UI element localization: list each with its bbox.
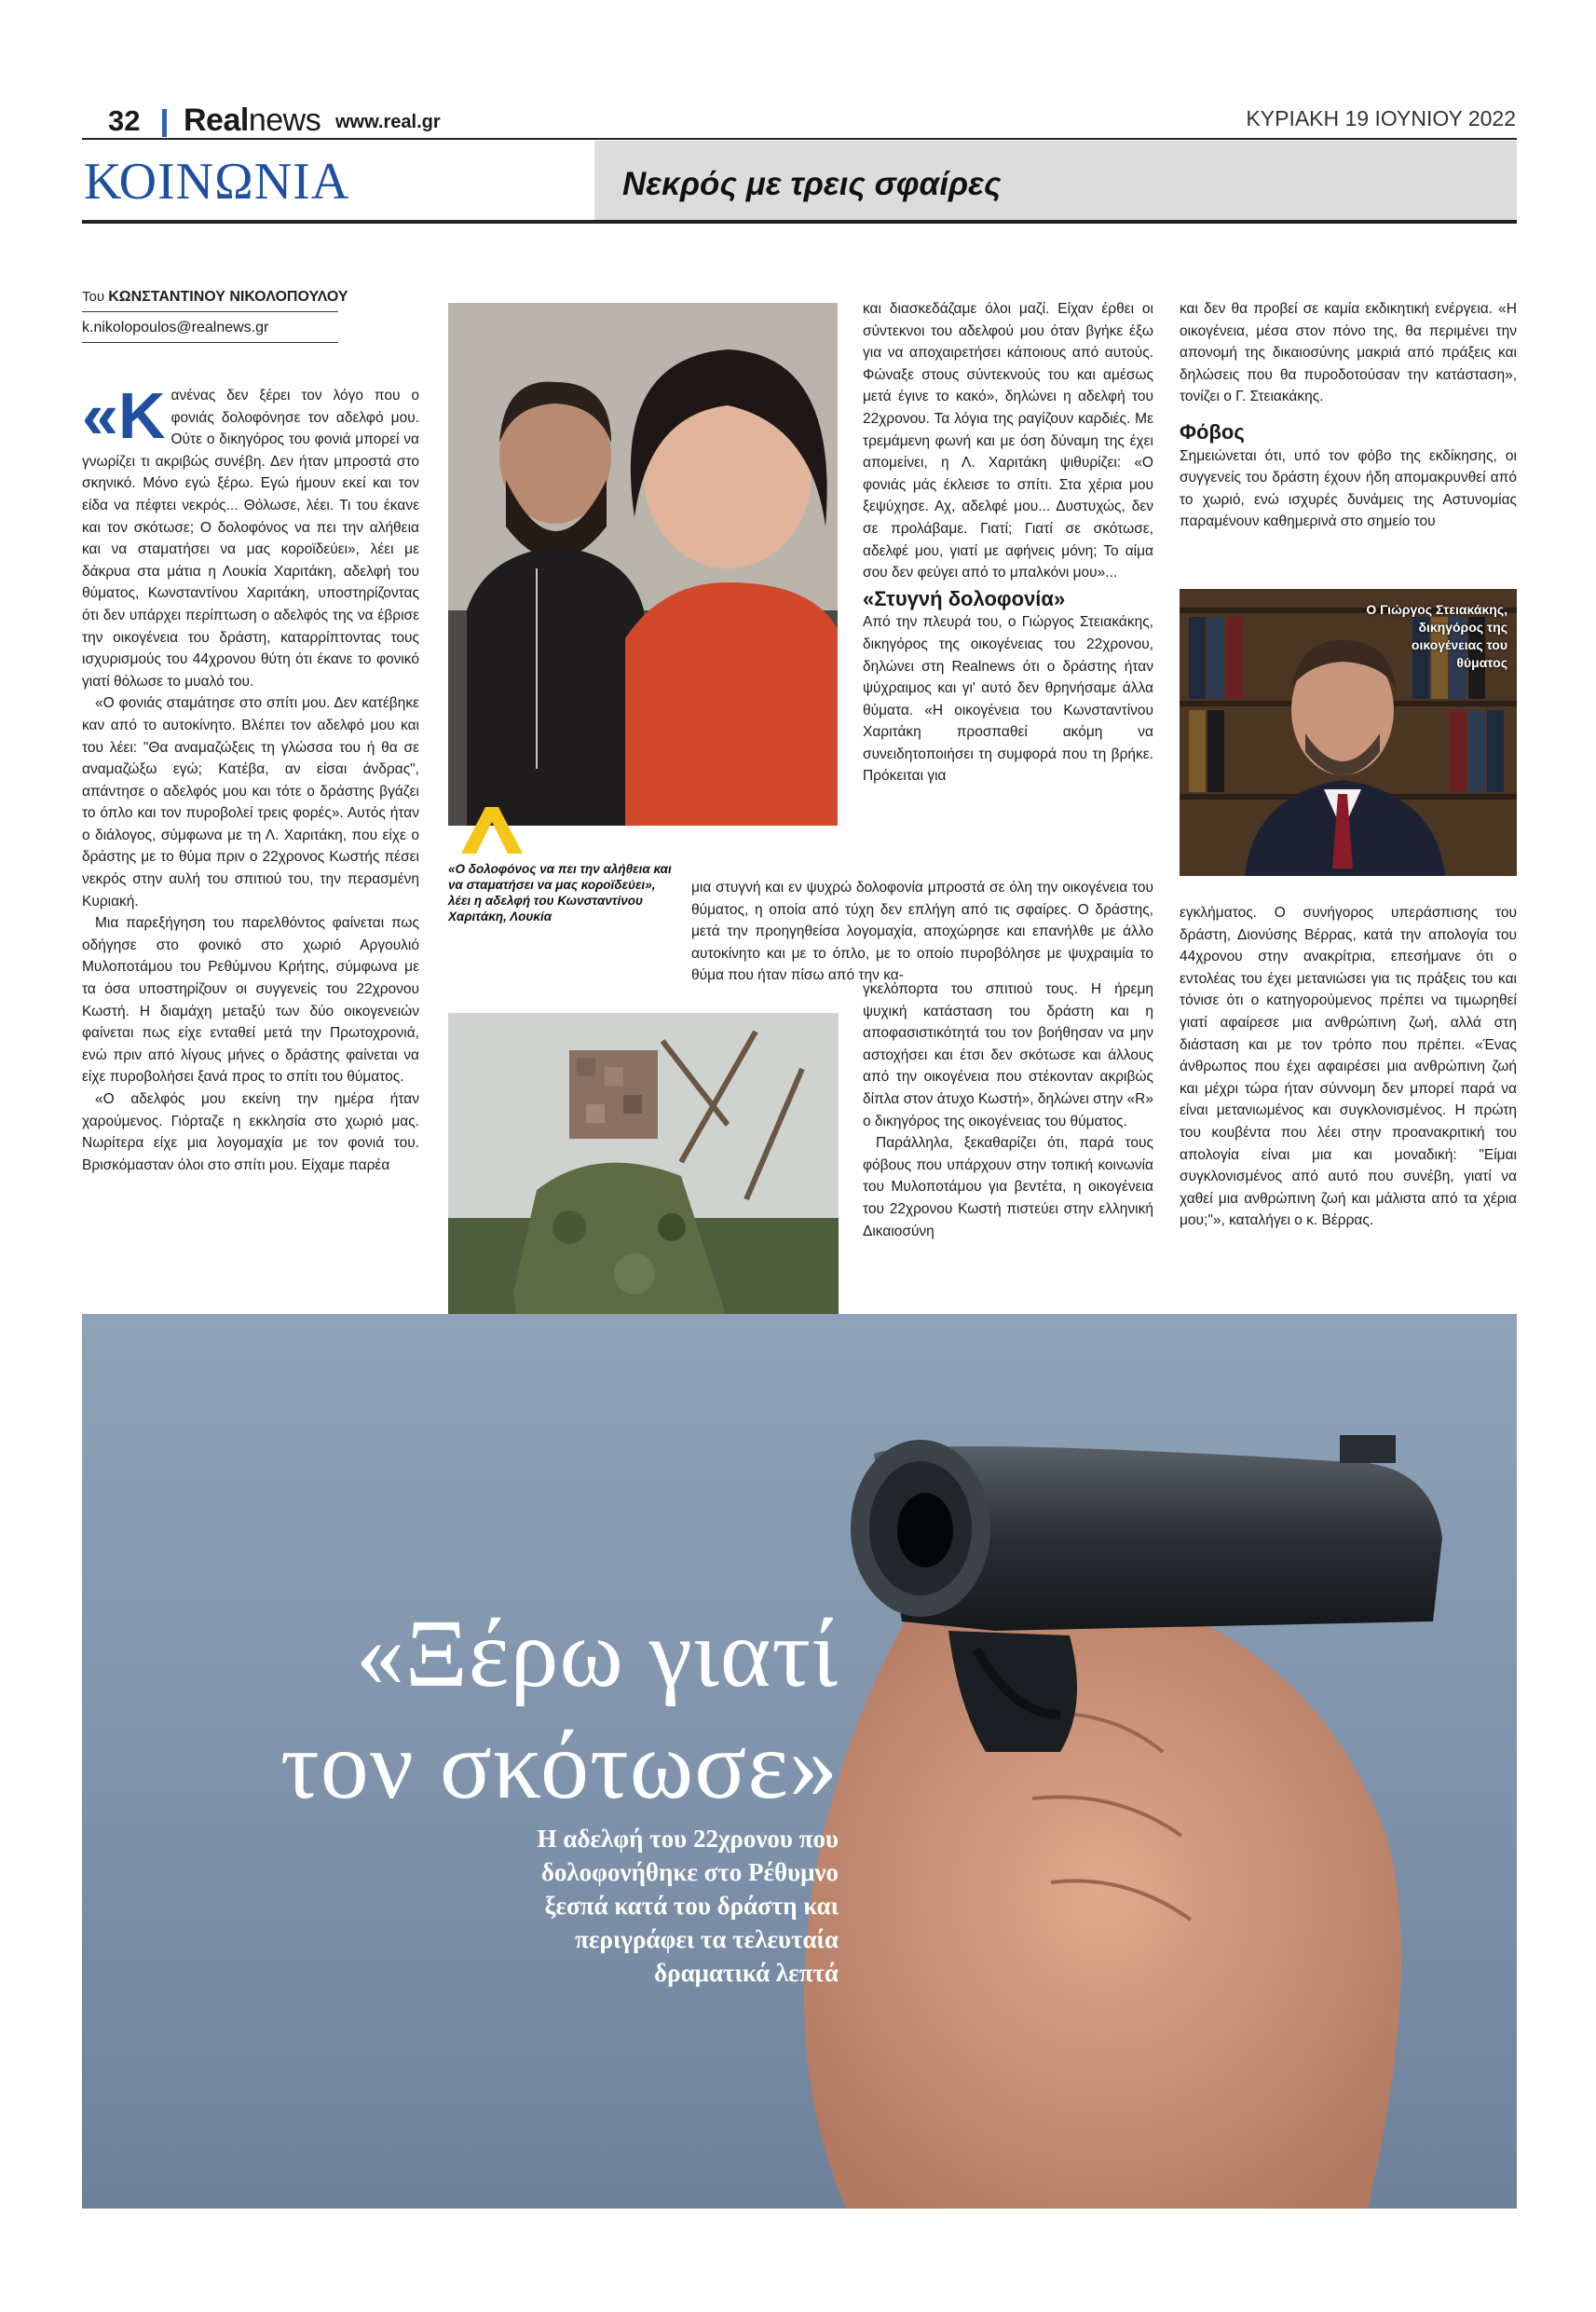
subhead-stygni: «Στυγνή δολοφονία» <box>863 586 1066 610</box>
drop-cap: «Κ <box>82 379 166 452</box>
kicker-title: Νεκρός με τρεις σφαίρες <box>622 166 1002 202</box>
paragraph: «Ο αδελφός μου εκείνη την ημέρα ήταν χαρούμενος. Γιόρταζε η εκκλησία στο χωριό μας. Νωρίτερα είχε μια λογομαχία με τον φονιά του. Βρισκόμασταν όλοι στο σπίτι μου. Είχαμε παρέα <box>82 1091 419 1173</box>
paragraph: και δεν θα προβεί σε καμία εκδικητική ενέργεια. «Η οικογένεια, μέσα στον πόνο της, θα περιμένει την απονομή της δικαιοσύνης μακριά από πράξεις και δηλώσεις που θα πυροδοτούσαν την κατάσταση», τονίζει ο Γ. Στειακάκης. <box>1180 301 1517 405</box>
paragraph: Μια παρεξήγηση του παρελθόντος φαίνεται πως οδήγησε στο φονικό στο χωριό Αργουλιό Μυλοποτάμου του Ρεθύμνου Κρήτης, σύμφωνα με τα όσα υποστηρίζουν οι συγγενείς του 22χρονου Κωστή. Η διαμάχη μεταξύ των δύο οικογενειών φαίνεται πως είχε ενταθεί μετά την Πρωτοχρονιά, ενώ πριν από λίγους μήνες ο δράστης φαίνεται να είχε πυροβολήσει ξανά προς το σπίτι του θύματος. <box>82 915 419 1086</box>
article-column-3 <box>863 298 1153 787</box>
page-number: 32 <box>108 104 141 137</box>
paragraph: Σημειώνεται ότι, υπό τον φόβο της εκδίκησης, οι συγγενείς του δράστη έχουν ήδη απομακρυνθεί από το χωριό, ενώ ισχυρές δυνάμεις της Αστυνομίας παραμένουν καθημερινά στο σημείο του <box>1180 447 1517 530</box>
photo-caption-sister: «Ο δολοφόνος να πει την αλήθεια και να σταματήσει να μας κοροϊδεύει», λέει η αδελφή του Κωνσταντίνου Χαριτάκη, Λουκία <box>448 862 672 923</box>
realnews-logo-icon <box>461 807 523 854</box>
brand-logo: Realnews <box>184 103 321 138</box>
author-email[interactable]: k.nikolopoulos@realnews.gr <box>82 320 269 335</box>
article-column-4 <box>1180 298 1517 533</box>
section-title: ΚΟΙΝΩΝΙΑ <box>84 153 350 211</box>
paragraph: εγκλήματος. Ο συνήγορος υπεράσπισης του δράστη, Διονύσης Βέρρας, κατά την απολογία του 44χρονου στην ανακρίτρια, επεσήμανε ότι ο εντολέας του έχει μετανιώσει για τις πράξεις του και τόνισε ότι ο κατηγορούμενος πρέπει να τιμωρηθεί γιατί αφαίρεσε μια ανθρώπινη ζωή, αλλά στη διάσταση και με τον τρόπο που πρέπει. «Ένας άνθρωπος που έχει αφαιρέσει μια ανθρώπινη ζωή και μέχρι τώρα ήταν σύννομη δεν μπορεί παρά να είναι μετανιωμένος και συγκλονισμένος. Η πρώτη του κουβέντα που λέει στην προανακριτική του απολογία είναι μια και μοναδική: "Είμαι συγκλονισμένος από αυτό που συνέβη, γιατί να χαθεί μια ανθρώπινη ζωή και μάλιστα από τα χέρια μου;"», καταλήγει ο κ. Βέρρας. <box>1180 905 1517 1229</box>
photo-sister-and-victim <box>448 303 838 826</box>
brand-url: www.real.gr <box>335 112 441 132</box>
subhead-fovos: Φόβος <box>1180 419 1245 444</box>
article-wide-paragraph: μια στυγνή και εν ψυχρώ δολοφονία μπροστά σε όλη την οικογένεια του θύματος, η οποία από τύχη δεν επλήγη από τις σφαίρες. Ο δράστης, μετά την προηγηθείσα λογομαχία, αποχώρησε και επανήλθε με άλλο αυτοκίνητο και με το όπλο, με το οποίο πυροβόλησε με ψυχραιμία το θύμα που ήταν πίσω από την κα- <box>691 880 1153 984</box>
header-separator <box>162 109 167 137</box>
photo-illustration <box>448 303 838 826</box>
email-rule <box>82 342 338 343</box>
paragraph: Παράλληλα, ξεκαθαρίζει ότι, παρά τους φόβους που υπάρχουν στην τοπική κοινωνία του Μυλοποτάμου για βεντέτα, η οικογένεια του 22χρονου Κωστή πιστεύει στην ελληνική Δικαιοσύνη <box>863 1135 1153 1239</box>
byline: Του ΚΩΝΣΤΑΝΤΙΝΟΥ ΝΙΚΟΛΟΠΟΥΛΟΥ <box>82 289 348 305</box>
header-rule <box>82 138 1517 140</box>
byline-rule <box>82 311 338 312</box>
hero-headline-line-1: «Ξέρω γιατί <box>355 1600 839 1707</box>
article-column-1 <box>82 379 419 1176</box>
issue-date: ΚΥΡΙΑΚΗ 19 ΙΟΥΝΙΟΥ 2022 <box>1246 106 1516 130</box>
photo-caption-lawyer: Ο Γιώργος Στειακάκης, δικηγόρος της οικογένειας του θύματος <box>1366 602 1507 670</box>
paragraph: και διασκεδάζαμε όλοι μαζί. Είχαν έρθει οι σύντεκνοι του αδελφού μου όταν βγήκε έξω για να αποχαιρετήσει κάποιους από αυτούς. Φώναξε στους σύντεκνούς του και αμέσως μετά έγινε το κακό», δηλώνει η αδελφή του 22χρονου. Τα λόγια της ραγίζουν καρδιές. Με τρεμάμενη φωνή και με όση δύναμη της έχει απομείνει, η Λ. Χαριτάκη ψιθυρίζει: «Ο φονιάς μάς έκλεισε το σπίτι. Στα χέρια μου ξεψύχησε. Αχ, αδελφέ μου... Δυστυχώς, δεν σε προλάβαμε. Γιατί; Γιατί σε σκότωσε, αδελφέ μου, γιατί με αφήνεις μόνη; Το αίμα σου δεν φεύγει από το μπαλκόνι μου»... <box>863 301 1153 581</box>
section-rule <box>82 220 1517 224</box>
hero-headline-line-2: τον σκότωσε» <box>280 1712 839 1819</box>
paragraph: γκελόπορτα του σπιτιού τους. Η ήρεμη ψυχική κατάσταση του δράστη και η αποφασιστικότητά του τον βοήθησαν να μην αστοχήσει και έτσι δεν σκότωσε και άλλους από την οικογένεια που στέκονταν ακριβώς δίπλα στον άτυχο Κωστή», δηλώνει στην «R» ο δικηγόρος της οικογένειας του θύματος. <box>863 981 1153 1129</box>
article-column-3-lower <box>863 978 1153 1242</box>
hero-subtitle: Η αδελφή του 22χρονου που δολοφονήθηκε στο Ρέθυμνο ξεσπά κατά του δράστη και περιγράφει τα τελευταία δραματικά λεπτά <box>537 1825 839 1987</box>
paragraph: «Ο φονιάς σταμάτησε στο σπίτι μου. Δεν κατέβηκε καν από το αυτοκίνητο. Βλέπει τον αδελφό μου και του λέει: "Θα αναμαζώξεις τη γλώσσα του ή θα σε αναμαζώξω εγώ; Κατέβα, αν είσαι άνδρας", απάντησε ο αδελφός μου και τότε ο δράστης βγάζει το όπλο και τον πυροβολεί τρεις φορές». Αυτός ήταν ο διάλογος, σύμφωνα με τη Λ. Χαριτάκη, που είχε ο δράστης με το θύμα πριν ο 22χρονος Κωστής πέσει νεκρός στην αυλή του σπιτιού του, την περασμένη Κυριακή. <box>82 695 419 910</box>
lead-paragraph: «Κ ανένας δεν ξέρει τον λόγο που ο φονιάς δολοφόνησε τον αδελφό μου. Ούτε ο δικηγόρος του φονιά μπορεί να γνωρίζει τι ακριβώς συνέβη. Δεν ήταν μπροστά στο σκηνικό. Μόνο εγώ ξέρω. Εγώ ήμουν εκεί και τον είδα να πέφτει νεκρός... Θόλωσε, λέει. Τι του έκανε και τον σκότωσε; Ο δολοφόνος να πει την αλήθεια και να σταματήσει να μας κοροϊδεύει», λέει με δάκρυα στα μάτια η Λουκία Χαριτάκη, αδελφή του θύματος, Κωνσταντίνου Χαριτάκη, υποστηρίζοντας ότι δεν υπάρχει περίπτωση ο αδελφός της να έβρισε την οικογένεια του δράστη, καταρρίπτοντας τους ισχυρισμούς του 44χρονου θύτη ότι έκανε το φονικό γιατί θόλωσε το μυαλό του. <box>82 379 419 690</box>
hero-headline <box>130 1598 839 1822</box>
article-column-4-lower <box>1180 902 1517 1232</box>
paragraph: Από την πλευρά του, ο Γιώργος Στειακάκης, δικηγόρος της οικογένειας του 22χρονου, δηλώνει στη Realnews ότι ο δράστης ήταν ψύχραιμος και γι' αυτό δεν θρηνήσαμε άλλα θύματα. «Η οικογένεια του Κωνσταντίνου Χαριτάκη προσπαθεί ακόμη να συνειδητοποιήσει τη συμφορά που τη βρήκε. Πρόκειται για <box>863 614 1153 785</box>
